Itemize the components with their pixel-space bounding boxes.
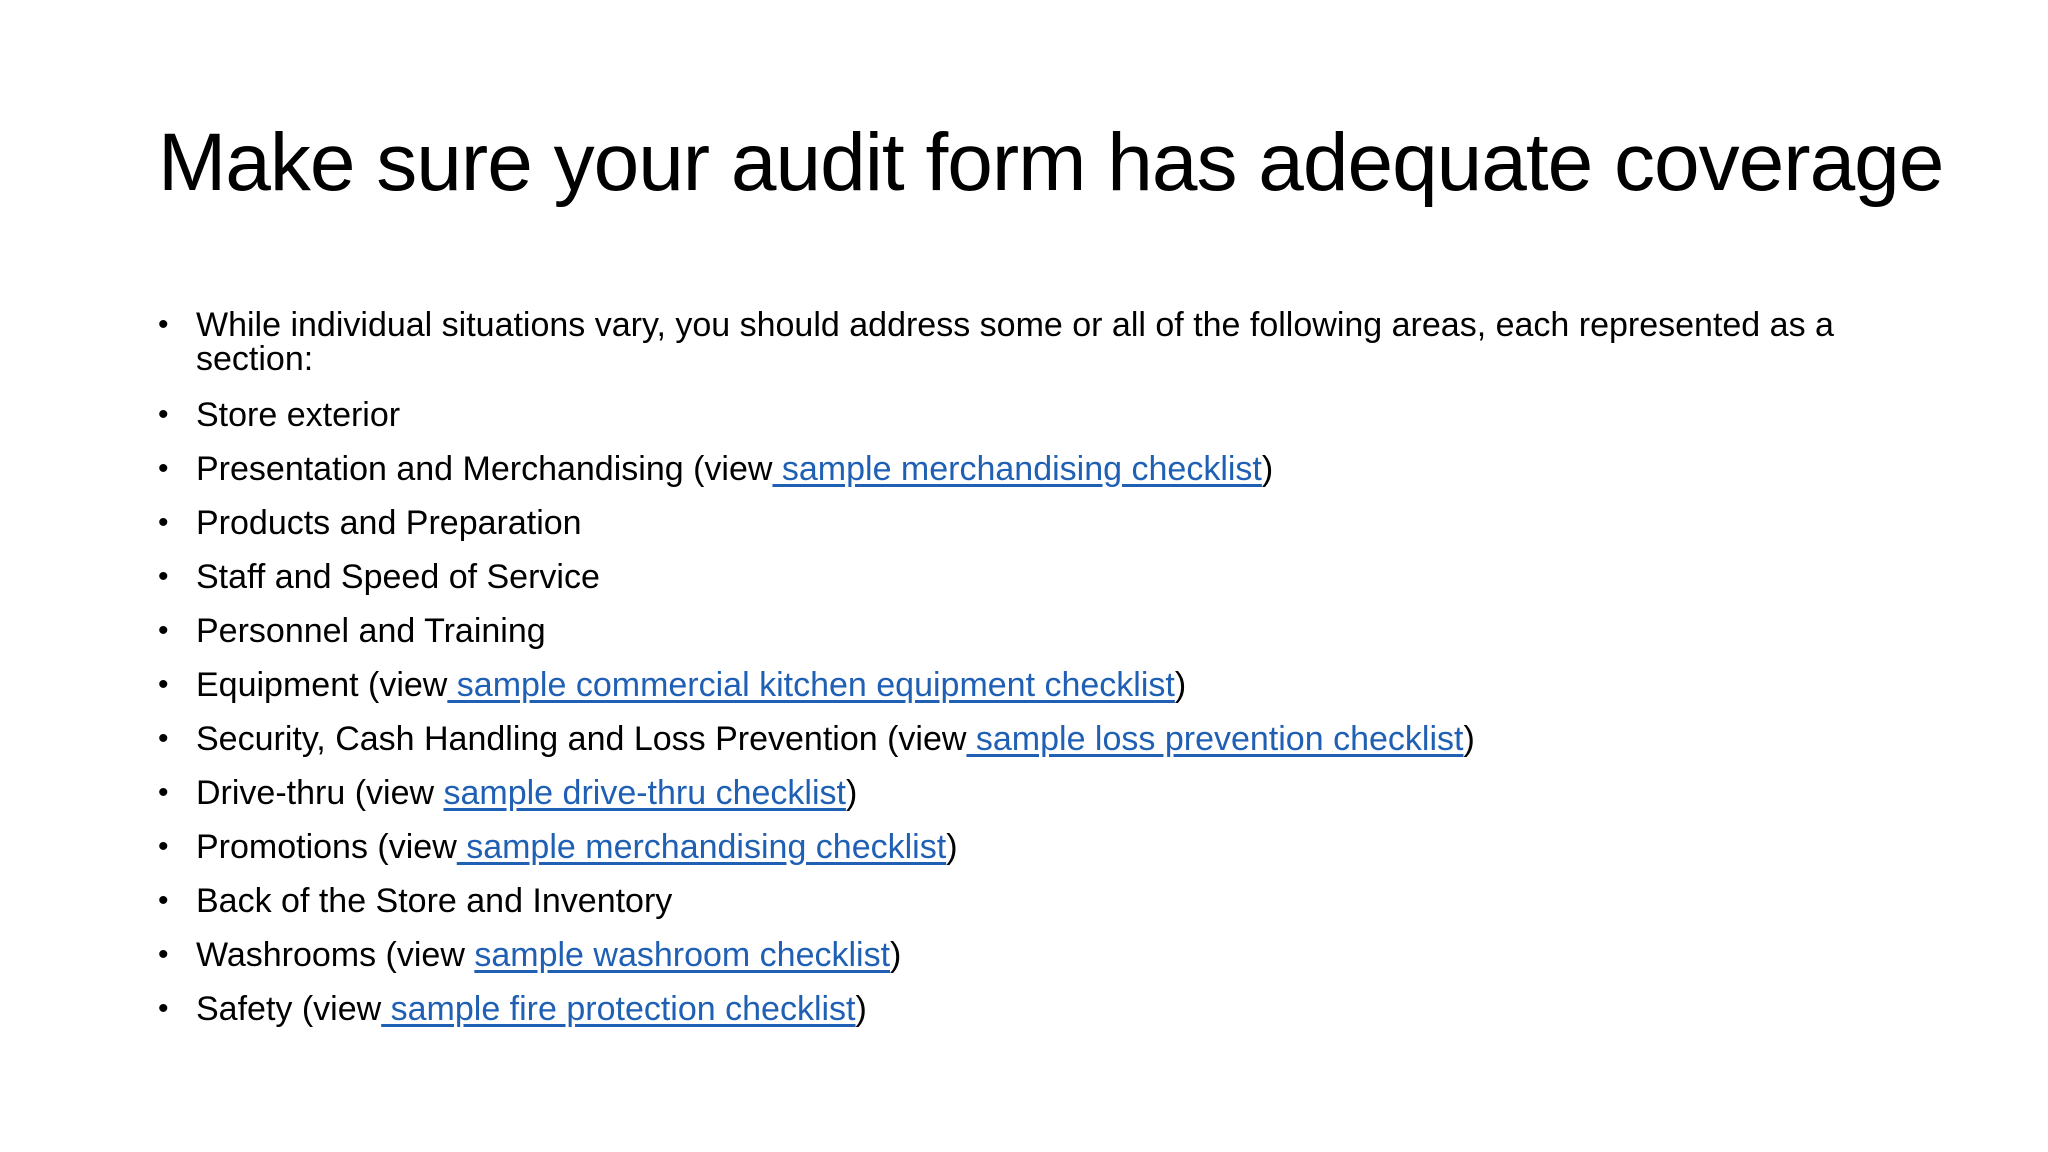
item-suffix: )	[1463, 720, 1475, 758]
bullet-icon: •	[158, 308, 169, 341]
list-item	[158, 776, 1918, 810]
item-suffix: )	[855, 990, 867, 1028]
item-text: Store exterior	[196, 396, 401, 434]
list-item	[158, 452, 1918, 486]
slide-title: Make sure your audit form has adequate coverage	[158, 117, 1944, 208]
list-item	[158, 398, 1918, 432]
bullet-icon: •	[158, 614, 169, 647]
list-item	[158, 668, 1918, 702]
list-item	[158, 722, 1918, 756]
bullet-icon: •	[158, 560, 169, 593]
list-item	[158, 506, 1918, 540]
list-item	[158, 884, 1918, 918]
kitchen-equipment-checklist-link[interactable]: sample commercial kitchen equipment checklist	[447, 666, 1175, 704]
item-text: Drive-thru (view	[196, 774, 444, 812]
item-text: Promotions (view	[196, 828, 457, 866]
item-text: While individual situations vary, you should address some or all of the following areas, each represented as a section:	[196, 306, 1834, 378]
item-text: Equipment (view	[196, 666, 448, 704]
bullet-icon: •	[158, 506, 169, 539]
bullet-list	[158, 308, 1918, 1046]
drive-thru-checklist-link[interactable]: sample drive-thru checklist	[443, 774, 846, 812]
item-text: Washrooms (view	[196, 936, 475, 974]
list-item	[158, 992, 1918, 1026]
list-item	[158, 560, 1918, 594]
bullet-icon: •	[158, 776, 169, 809]
bullet-icon: •	[158, 398, 169, 431]
bullet-icon: •	[158, 830, 169, 863]
item-suffix: )	[1261, 450, 1274, 488]
bullet-icon: •	[158, 668, 169, 701]
fire-protection-checklist-link[interactable]: sample fire protection checklist	[381, 990, 856, 1028]
bullet-icon: •	[158, 938, 169, 971]
list-item	[158, 308, 1918, 376]
item-text: Back of the Store and Inventory	[196, 882, 673, 920]
item-text: Staff and Speed of Service	[196, 558, 600, 596]
bullet-icon: •	[158, 722, 169, 755]
item-text: Personnel and Training	[196, 612, 546, 650]
item-text: Safety (view	[196, 990, 382, 1028]
bullet-icon: •	[158, 992, 169, 1025]
item-text: Security, Cash Handling and Loss Prevention (view	[196, 720, 967, 758]
item-suffix: )	[1174, 666, 1187, 704]
merchandising-checklist-link[interactable]: sample merchandising checklist	[772, 450, 1262, 488]
item-suffix: )	[946, 828, 958, 866]
item-text: Products and Preparation	[196, 504, 582, 542]
bullet-icon: •	[158, 452, 169, 485]
list-item	[158, 830, 1918, 864]
item-text: Presentation and Merchandising (view	[196, 450, 773, 488]
item-suffix: )	[845, 774, 858, 812]
loss-prevention-checklist-link[interactable]: sample loss prevention checklist	[966, 720, 1464, 758]
washroom-checklist-link[interactable]: sample washroom checklist	[474, 936, 891, 974]
list-item	[158, 614, 1918, 648]
promotions-merchandising-checklist-link[interactable]: sample merchandising checklist	[456, 828, 947, 866]
item-suffix: )	[890, 936, 902, 974]
bullet-icon: •	[158, 884, 169, 917]
list-item	[158, 938, 1918, 972]
